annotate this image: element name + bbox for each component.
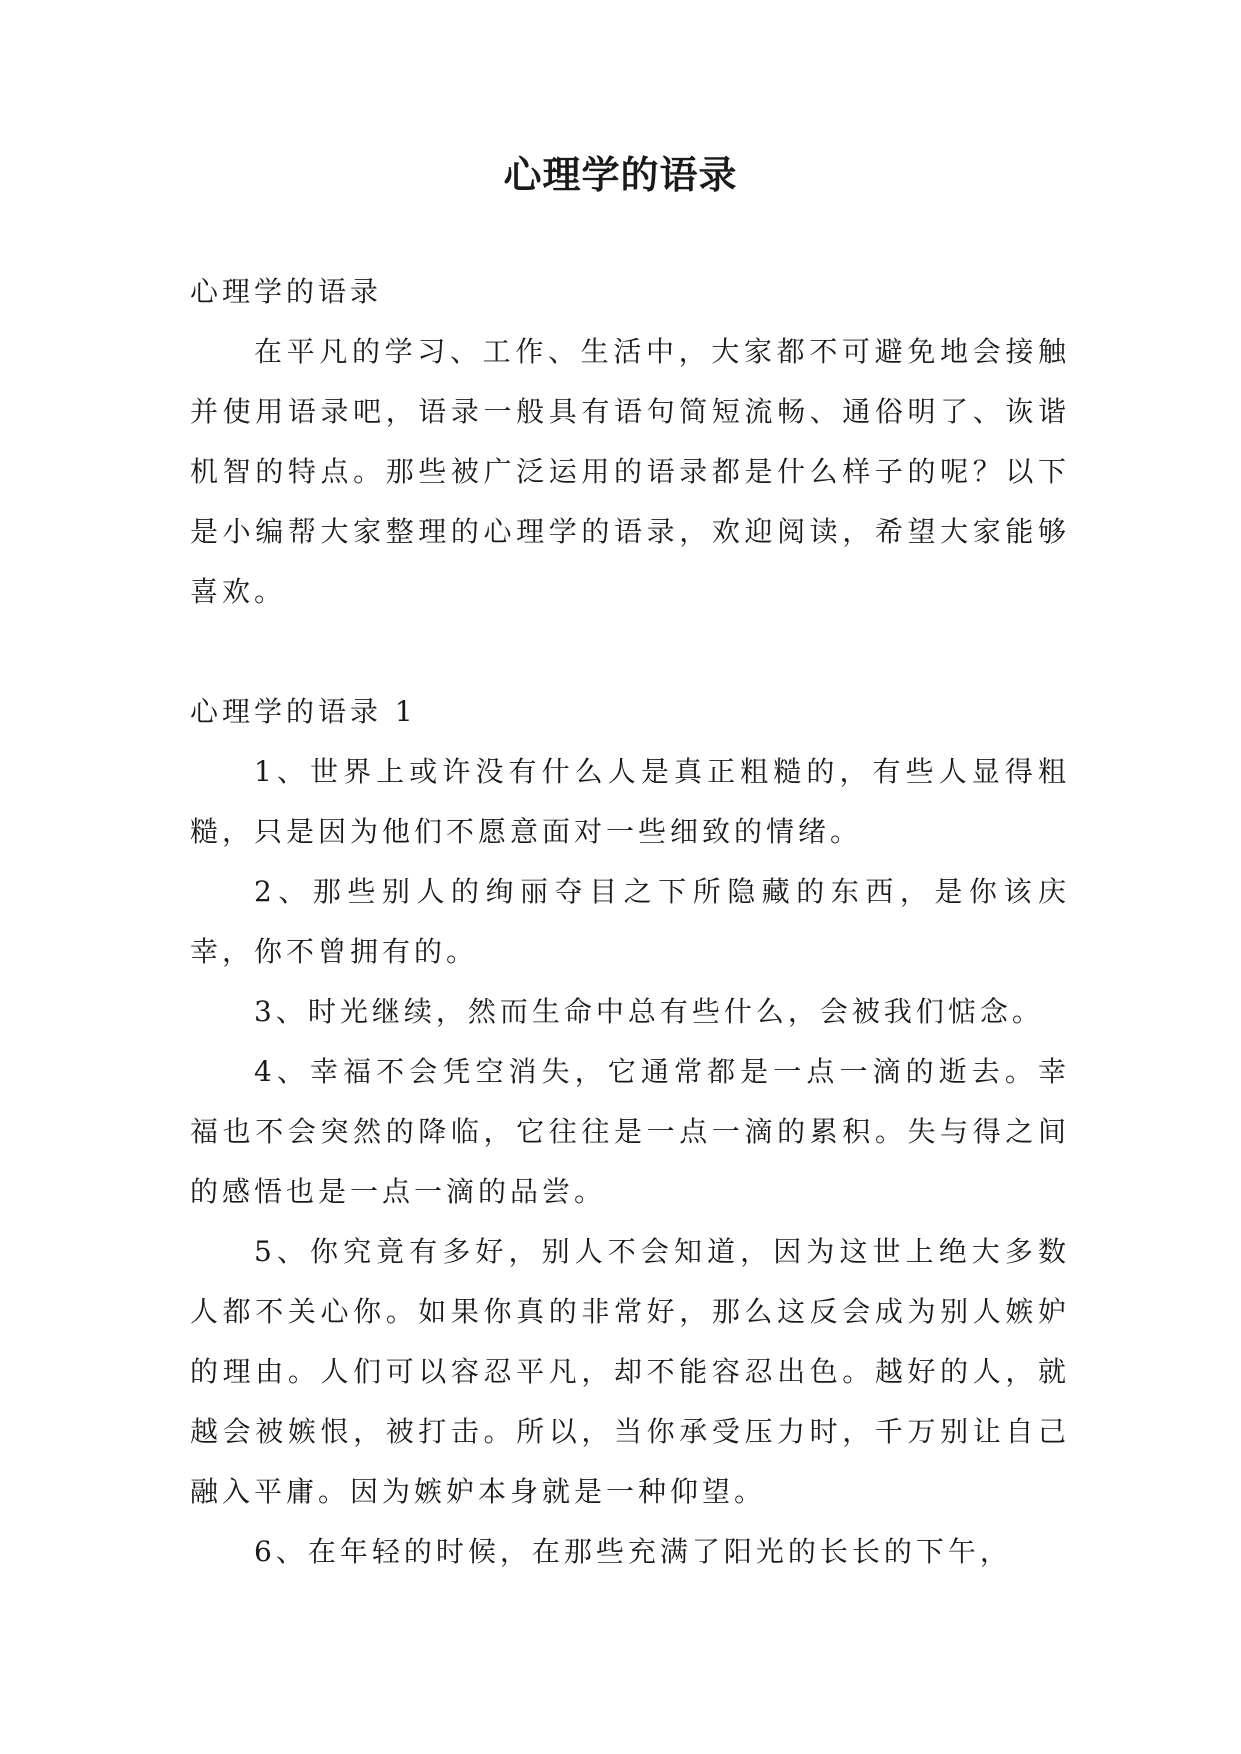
quote-item-2: 2、那些别人的绚丽夺目之下所隐藏的东西，是你该庆幸，你不曾拥有的。 xyxy=(190,875,1070,968)
quote-item-1: 1、世界上或许没有什么人是真正粗糙的，有些人显得粗糙，只是因为他们不愿意面对一些细致的情绪。 xyxy=(190,755,1070,848)
section-heading: 心理学的语录 1 xyxy=(190,695,417,728)
quote-item-3: 3、时光继续，然而生命中总有些什么，会被我们惦念。 xyxy=(254,995,1044,1028)
intro-heading: 心理学的语录 xyxy=(190,275,383,308)
document-title: 心理学的语录 xyxy=(503,153,738,197)
quote-item-5: 5、你究竟有多好，别人不会知道，因为这世上绝大多数人都不关心你。如果你真的非常好，那么这反会成为别人嫉妒的理由。人们可以容忍平凡，却不能容忍出色。越好的人，就越会被嫉恨，被打击。所以，当你承受压力时，千万别让自己融入平庸。因为嫉妒本身就是一种仰望。 xyxy=(190,1235,1070,1508)
quote-item-4: 4、幸福不会凭空消失，它通常都是一点一滴的逝去。幸福也不会突然的降临，它往往是一点一滴的累积。失与得之间的感悟也是一点一滴的品尝。 xyxy=(190,1055,1070,1208)
section-spacer xyxy=(190,622,1070,682)
document-body xyxy=(190,262,1070,1582)
intro-paragraph: 在平凡的学习、工作、生活中，大家都不可避免地会接触并使用语录吧，语录一般具有语句简短流畅、通俗明了、诙谐机智的特点。那些被广泛运用的语录都是什么样子的呢？以下是小编帮大家整理的心理学的语录，欢迎阅读，希望大家能够喜欢。 xyxy=(190,335,1070,608)
quote-item-6: 6、在年轻的时候，在那些充满了阳光的长长的下午， xyxy=(254,1535,1012,1568)
